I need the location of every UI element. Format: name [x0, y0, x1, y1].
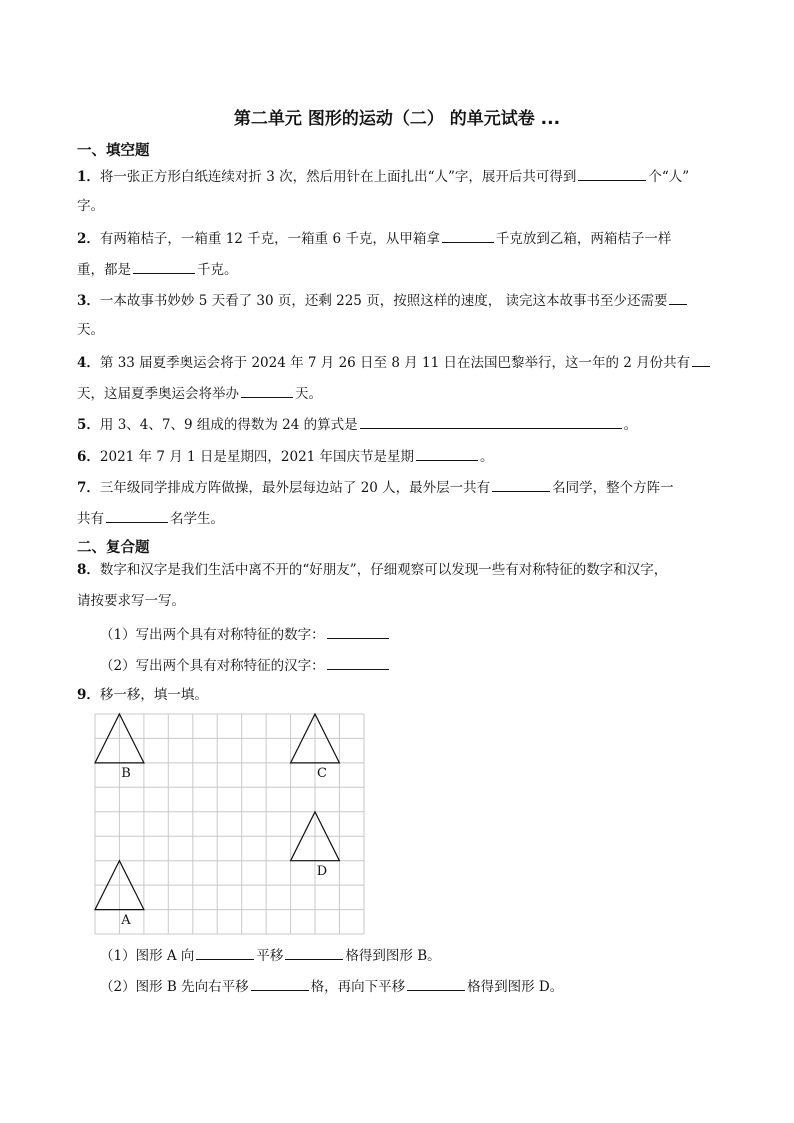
question-text: 将一张正方形白纸连续对折 3 次，然后用针在上面扎出“人”字，展开后共可得到	[99, 169, 577, 185]
question-3-line-1	[77, 290, 727, 310]
question-4-line-2	[77, 383, 727, 403]
label-d: D	[316, 864, 328, 879]
label-a: A	[121, 913, 131, 928]
label-b: B	[121, 766, 131, 781]
question-text: 名学生。	[170, 511, 224, 527]
question-number: 6．	[77, 449, 100, 465]
question-text: 用 3、4、7、9 组成的得数为 24 的算式是	[99, 417, 358, 433]
question-8-line-2	[77, 592, 727, 610]
question-text: 。	[623, 417, 638, 433]
question-9-line-1	[77, 686, 727, 704]
question-text: 请按要求写一写。	[77, 593, 185, 609]
question-text: （1）图形 A 向	[100, 948, 195, 964]
question-7-line-1	[77, 477, 727, 497]
question-text: 平移	[256, 948, 284, 964]
question-text: 数字和汉字是我们生活中离不开的“好朋友”，仔细观察可以发现一些有对称特征的数字和汉字，	[99, 562, 668, 578]
answer-blank[interactable]	[407, 976, 465, 991]
question-text: 移一移，填一填。	[99, 687, 208, 703]
answer-blank[interactable]	[669, 290, 687, 305]
answer-blank[interactable]	[327, 655, 389, 670]
question-9-sub-1	[100, 945, 750, 965]
question-text: 格，再向下平移	[310, 979, 406, 995]
question-text: 三年级同学排成方阵做操，最外层每边站了 20 人，最外层一共有	[99, 480, 491, 496]
question-text: 重，都是	[77, 262, 131, 278]
question-7-line-2	[77, 508, 727, 528]
answer-blank[interactable]	[360, 414, 622, 429]
question-text: 。	[480, 449, 494, 465]
question-6-line	[77, 446, 727, 466]
answer-blank[interactable]	[492, 477, 550, 492]
answer-blank[interactable]	[578, 166, 646, 181]
question-text: 有两箱桔子，一箱重 12 千克，一箱重 6 千克，从甲箱拿	[99, 231, 440, 247]
question-number: 8．	[77, 562, 100, 578]
question-text: 字。	[77, 198, 104, 214]
question-text: 格得到图形 D。	[467, 979, 564, 995]
question-text: （1）写出两个具有对称特征的数字：	[100, 627, 325, 643]
question-text: 一本故事书妙妙 5 天看了 30 页，还剩 225 页，按照这样的速度， 读完这本故事书至少还需要	[99, 293, 668, 309]
question-5-line	[77, 414, 727, 434]
question-number: 3．	[77, 293, 100, 309]
question-text: （2）写出两个具有对称特征的汉字：	[100, 658, 325, 674]
answer-blank[interactable]	[251, 976, 309, 991]
question-text: 千克。	[197, 262, 238, 278]
answer-blank[interactable]	[692, 352, 710, 367]
question-8-sub-2	[100, 655, 750, 675]
question-number: 2．	[77, 231, 100, 247]
answer-blank[interactable]	[106, 508, 168, 523]
question-text: 天，这届夏季奥运会将举办	[77, 386, 239, 402]
question-text: 2021 年 7 月 1 日是星期四，2021 年国庆节是星期	[99, 449, 415, 465]
answer-blank[interactable]	[442, 228, 494, 243]
question-text: 第 33 届夏季奥运会将于 2024 年 7 月 26 日至 8 月 11 日在法国巴黎举行，这一年的 2 月份共有	[99, 355, 691, 371]
question-text: 个“人”	[648, 169, 690, 185]
question-text: （2）图形 B 先向右平移	[100, 979, 249, 995]
question-number: 7．	[77, 480, 100, 496]
question-text: 天。	[295, 386, 322, 402]
answer-blank[interactable]	[196, 945, 254, 960]
label-c: C	[317, 766, 327, 781]
question-number: 9．	[77, 687, 100, 703]
question-1-line-1	[77, 166, 727, 186]
question-text: 共有	[77, 511, 104, 527]
answer-blank[interactable]	[241, 383, 293, 398]
section-heading-composite: 二、复合题	[77, 540, 150, 556]
translation-grid-figure	[93, 712, 367, 936]
question-text: 千克放到乙箱，两箱桔子一样	[495, 231, 672, 247]
question-4-line-1	[77, 352, 727, 372]
answer-blank[interactable]	[133, 259, 195, 274]
answer-blank[interactable]	[327, 624, 389, 639]
question-9-sub-2	[100, 976, 750, 996]
question-text: 天。	[77, 322, 104, 338]
question-1-line-2	[77, 197, 727, 215]
question-8-line-1	[77, 561, 727, 579]
question-number: 4．	[77, 355, 100, 371]
question-number: 1．	[77, 169, 100, 185]
section-heading-fill-in: 一、填空题	[77, 143, 150, 159]
question-2-line-2	[77, 259, 727, 279]
question-text: 格得到图形 B。	[345, 948, 441, 964]
question-3-line-2	[77, 321, 727, 339]
question-2-line-1	[77, 228, 727, 248]
answer-blank[interactable]	[285, 945, 343, 960]
page-title: 第二单元 图形的运动（二） 的单元试卷 ...	[233, 109, 561, 129]
question-number: 5．	[77, 417, 100, 433]
question-8-sub-1	[100, 624, 750, 644]
answer-blank[interactable]	[416, 446, 478, 461]
question-text: 名同学，整个方阵一	[552, 480, 674, 496]
